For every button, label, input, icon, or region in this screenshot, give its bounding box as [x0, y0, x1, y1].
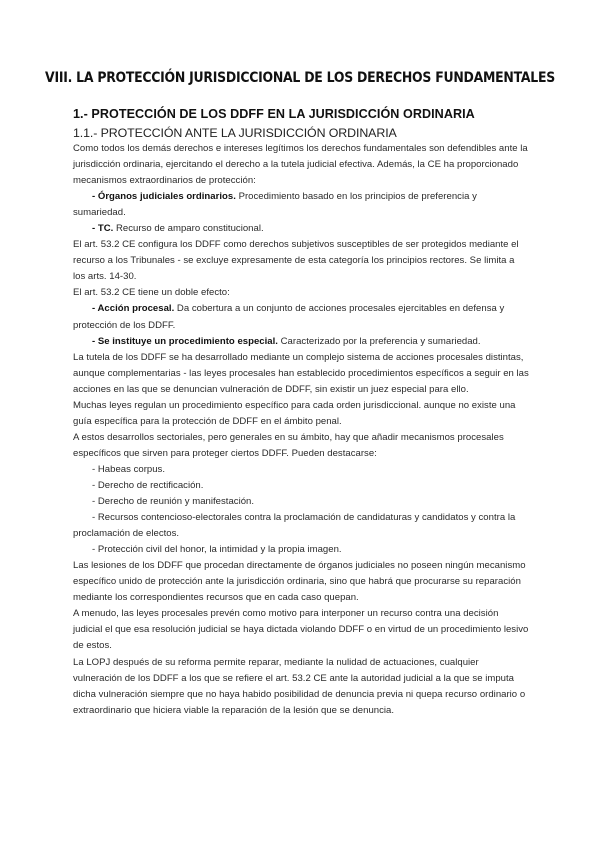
list-item: - Habeas corpus. — [92, 463, 166, 475]
list-item: - Protección civil del honor, la intimidad y la propia imagen. — [92, 544, 342, 556]
bullet-item — [73, 189, 529, 221]
bullet-item-label: - Se instituye un procedimiento especial. — [92, 335, 278, 347]
bullet-item-label: - TC. — [92, 223, 114, 235]
bullet-item-label: - Acción procesal. — [92, 303, 175, 315]
bullet-item-text: Da cobertura a un conjunto de acciones procesales ejercitables en defensa y protección de los DDFF. — [73, 303, 505, 331]
bullet-item-text: Recurso de amparo constitucional. — [113, 223, 264, 235]
page-title: VIII. LA PROTECCIÓN JURISDICCIONAL DE LOS DERECHOS FUNDAMENTALES — [45, 70, 555, 86]
paragraph: La LOPJ después de su reforma permite reparar, mediante la nulidad de actuaciones, cualquier vulneración de los DDFF a los que se refiere el art. 53.2 CE ante la autoridad judicial a la que se imputa dicha vulneración siempre que no haya habido posibilidad de denuncia previa ni quepa recurso ordinario o extraordinario que hiciera viable la reparación de la lesión que se denuncia. — [73, 656, 526, 716]
list-item: - Derecho de rectificación. — [92, 479, 204, 491]
paragraph: A menudo, las leyes procesales prevén como motivo para interponer un recurso contra una decisión judicial el que esa resolución judicial se haya dictada violando DDFF o en virtud de un procedimiento lesivo de estos. — [73, 608, 529, 652]
paragraph: A estos desarrollos sectoriales, pero generales en su ámbito, hay que añadir mecanismos procesales específicos que sirven para proteger ciertos DDFF. Pueden destacarse: — [73, 431, 504, 459]
list-item: - Recursos contencioso-electorales contra la proclamación de candidaturas y candidatos y contra la proclamación de electos. — [73, 512, 516, 540]
bullet-item-label: - Órganos judiciales ordinarios. — [92, 191, 236, 203]
paragraph: Como todos los demás derechos e intereses legítimos los derechos fundamentales son defendibles ante la jurisdicción ordinaria, ejercitando el derecho a la tutela judicial efectiva. Además, la CE ha proporcionado mecanismos extraordinarios de protección: — [73, 143, 528, 187]
paragraph: Las lesiones de los DDFF que procedan directamente de órganos judiciales no poseen ningún mecanismo específico unido de protección ante la jurisdicción ordinaria, sino que habrá que procurarse su reparación mediante los correspondientes recursos que en cada caso quepan. — [73, 560, 526, 604]
paragraph: Muchas leyes regulan un procedimiento específico para cada orden jurisdiccional. aunque no existe una guía específica para la protección de DDFF en el ámbito penal. — [73, 399, 516, 427]
document-body — [73, 106, 529, 719]
bullet-item-text: Caracterizado por la preferencia y sumariedad. — [277, 335, 481, 347]
bullet-item — [73, 221, 529, 237]
section-heading: 1.- PROTECCIÓN DE LOS DDFF EN LA JURISDICCIÓN ORDINARIA — [73, 107, 475, 121]
bullet-item — [73, 301, 529, 333]
bullet-item — [73, 334, 529, 350]
list-item: - Derecho de reunión y manifestación. — [92, 496, 255, 508]
paragraph: La tutela de los DDFF se ha desarrollado mediante un complejo sistema de acciones procesales distintas, aunque complementarias - las leyes procesales han establecido procedimientos específicos a seguir en las acciones en las que se denuncian vulneración de DDFF, sin existir un juez especial para ello. — [73, 351, 529, 395]
bullet-item-text: Procedimiento basado en los principios de preferencia y sumariedad. — [73, 191, 477, 219]
paragraph: El art. 53.2 CE configura los DDFF como derechos subjetivos susceptibles de ser protegidos mediante el recurso a los Tribunales - se excluye expresamente de esta categoría los principios rectores. Se limita a los arts. 14-30. — [73, 239, 519, 283]
subsection-heading: 1.1.- PROTECCIÓN ANTE LA JURISDICCIÓN ORDINARIA — [73, 126, 397, 140]
paragraph: El art. 53.2 CE tiene un doble efecto: — [73, 287, 230, 299]
